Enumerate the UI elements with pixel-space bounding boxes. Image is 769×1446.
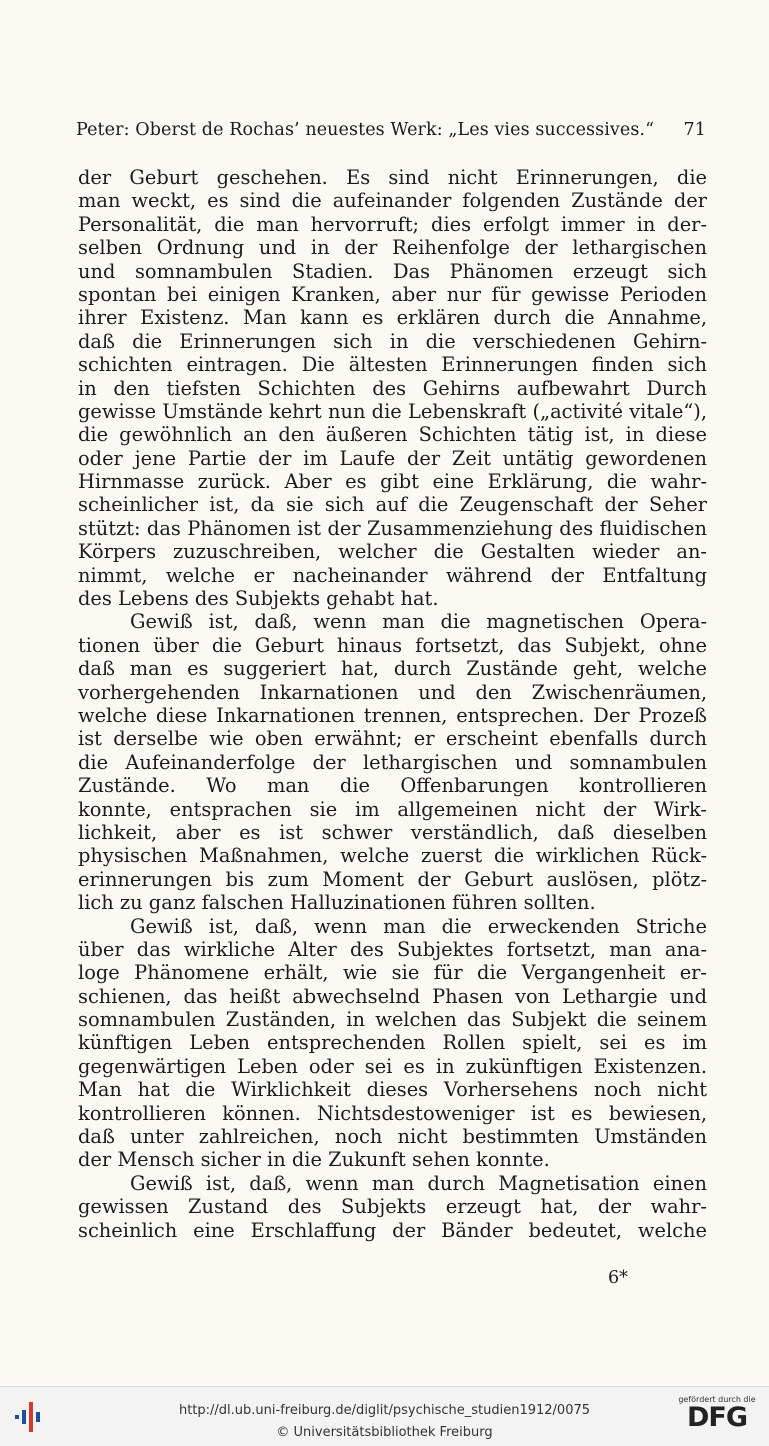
text-line: Personalität, die man hervorruft; dies erfolgt immer in der-	[78, 212, 707, 236]
text-line: loge Phänomene erhält, wie sie für die Vergangenheit er-	[78, 961, 707, 985]
signature-mark: 6*	[608, 1268, 628, 1288]
text-line: daß unter zahlreichen, noch nicht bestimmten Umständen	[78, 1125, 707, 1149]
text-line: Körpers zuzuschreiben, welcher die Gestalten wieder an-	[78, 540, 707, 564]
text-line: die gewöhnlich an den äußeren Schichten tätig ist, in diese	[78, 423, 707, 447]
text-line: welche diese Inkarnationen trennen, entsprechen. Der Prozeß	[78, 703, 707, 727]
dfg-logo-text: DFG	[686, 1402, 748, 1433]
running-title: Peter: Oberst de Rochas’ neuestes Werk: „Les vies successives.“	[76, 120, 655, 140]
permalink-url[interactable]: http://dl.ub.uni-freiburg.de/diglit/psychische_studien1912/0075	[178, 1403, 591, 1418]
text-line: scheinlich eine Erschlaffung der Bänder bedeutet, welche	[78, 1218, 707, 1242]
text-line: gegenwärtigen Leben oder sei es in zukünftigen Existenzen.	[78, 1054, 707, 1078]
text-line: des Lebens des Subjekts gehabt hat.	[78, 587, 439, 611]
text-line: schienen, das heißt abwechselnd Phasen von Lethargie und	[78, 984, 707, 1008]
text-line: tionen über die Geburt hinaus fortsetzt, das Subjekt, ohne	[78, 633, 707, 657]
text-line: vorhergehenden Inkarnationen und den Zwischenräumen,	[78, 680, 707, 704]
text-line: lichkeit, aber es ist schwer verständlich, daß dieselben	[78, 820, 707, 844]
text-line: man weckt, es sind die aufeinander folgenden Zustände der	[78, 189, 707, 213]
text-line: erinnerungen bis zum Moment der Geburt auslösen, plötz-	[78, 867, 707, 891]
text-line: daß man es suggeriert hat, durch Zustände geht, welche	[78, 657, 707, 681]
text-line: der Geburt geschehen. Es sind nicht Erinnerungen, die	[78, 166, 707, 189]
text-line: über das wirkliche Alter des Subjektes fortsetzt, man ana-	[78, 937, 707, 961]
text-line: ist derselbe wie oben erwähnt; er erscheint ebenfalls durch	[78, 727, 707, 751]
text-line: Zustände. Wo man die Offenbarungen kontrollieren	[78, 774, 707, 798]
text-line: gewissen Zustand des Subjekts erzeugt hat, der wahr-	[78, 1195, 707, 1219]
text-line: spontan bei einigen Kranken, aber nur für gewisse Perioden	[78, 282, 707, 306]
text-line: und somnambulen Stadien. Das Phänomen erzeugt sich	[78, 259, 707, 283]
text-line: lich zu ganz falschen Halluzinationen führen sollten.	[78, 891, 596, 915]
text-line: ihrer Existenz. Man kann es erklären durch die Annahme,	[78, 306, 707, 330]
text-line: physischen Maßnahmen, welche zuerst die wirklichen Rück-	[78, 844, 707, 868]
text-line: in den tiefsten Schichten des Gehirns aufbewahrt Durch	[78, 376, 707, 400]
page-number: 71	[683, 120, 706, 140]
text-line: schichten eintragen. Die ältesten Erinnerungen finden sich	[78, 353, 707, 377]
text-line: Gewiß ist, daß, wenn man die erweckenden Striche	[130, 914, 707, 938]
text-line: Gewiß ist, daß, wenn man durch Magnetisation einen	[130, 1171, 707, 1195]
text-line: stützt: das Phänomen ist der Zusammenziehung des fluidischen	[78, 516, 707, 540]
running-head	[76, 120, 706, 140]
text-line: scheinlicher ist, da sie sich auf die Zeugenschaft der Seher	[78, 493, 707, 517]
text-line: nimmt, welche er nacheinander während der Entfaltung	[78, 563, 707, 587]
text-line: Hirnmasse zurück. Aber es gibt eine Erklärung, die wahr-	[78, 470, 707, 494]
text-line: der Mensch sicher in die Zukunft sehen konnte.	[78, 1148, 550, 1172]
viewer-footer	[0, 1386, 769, 1446]
dfg-logo[interactable]	[672, 1395, 762, 1433]
text-line: daß die Erinnerungen sich in die verschiedenen Gehirn-	[78, 329, 707, 353]
text-line: konnte, entsprachen sie im allgemeinen nicht der Wirk-	[78, 797, 707, 821]
text-line: somnambulen Zuständen, in welchen das Subjekt die seinem	[78, 1008, 707, 1032]
text-line: gewisse Umstände kehrt nun die Lebenskraft („activité vitale“),	[78, 399, 707, 423]
text-line: kontrollieren können. Nichtsdestoweniger ist es bewiesen,	[78, 1101, 707, 1125]
text-line: Gewiß ist, daß, wenn man die magnetischen Opera-	[130, 610, 707, 634]
dfg-funding-label: gefördert durch die	[678, 1395, 756, 1404]
text-line: oder jene Partie der im Laufe der Zeit untätig gewordenen	[78, 446, 707, 470]
text-line: Man hat die Wirklichkeit dieses Vorhersehens noch nicht	[78, 1078, 707, 1102]
text-line: die Aufeinanderfolge der lethargischen und somnambulen	[78, 750, 707, 774]
text-line: selben Ordnung und in der Reihenfolge der lethargischen	[78, 236, 707, 260]
body-text	[78, 166, 707, 1242]
text-line: künftigen Leben entsprechenden Rollen spielt, sei es im	[78, 1031, 707, 1055]
copyright-notice: © Universitätsbibliothek Freiburg	[276, 1425, 493, 1440]
